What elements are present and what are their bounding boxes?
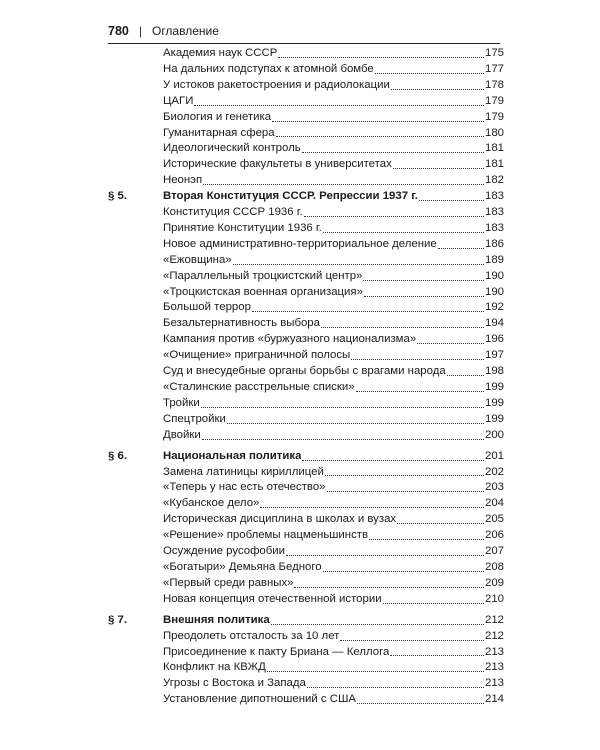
leader-dots	[390, 655, 484, 656]
entry-title: Осуждение русофобии	[163, 545, 286, 558]
entry-page: 199	[484, 412, 504, 425]
entry-page: 213	[484, 677, 504, 690]
section-title: Вторая Конституция СССР. Репрессии 1937 г.	[163, 190, 418, 203]
leader-dots	[227, 423, 484, 424]
leader-dots	[325, 475, 484, 476]
toc-entry[interactable]	[108, 157, 504, 173]
toc-section-6[interactable]	[108, 449, 504, 465]
toc-entry[interactable]	[108, 237, 504, 253]
page-number: 780	[108, 24, 129, 38]
entry-title: Биология и генетика	[163, 110, 272, 123]
toc-entry[interactable]	[108, 496, 504, 512]
entry-page: 214	[484, 693, 504, 706]
leader-dots	[194, 105, 484, 106]
leader-dots	[356, 391, 484, 392]
entry-title: «Богатыри» Демьяна Бедного	[163, 560, 322, 573]
entry-title: Неонэп	[163, 174, 203, 187]
entry-title: «Первый среди равных»	[163, 576, 294, 589]
entry-page: 204	[484, 497, 504, 510]
toc-entry[interactable]	[108, 412, 504, 428]
entry-page: 180	[484, 126, 504, 139]
toc-entry[interactable]	[108, 645, 504, 661]
entry-page: 186	[484, 237, 504, 250]
entry-page: 189	[484, 253, 504, 266]
entry-page: 199	[484, 396, 504, 409]
toc-entry[interactable]	[108, 512, 504, 528]
leader-dots	[271, 624, 484, 625]
toc-group-section-6	[108, 465, 504, 608]
leader-dots	[393, 168, 484, 169]
toc-entry[interactable]	[108, 660, 504, 676]
toc-entry[interactable]	[108, 576, 504, 592]
entry-page: 210	[484, 592, 504, 605]
entry-page: 213	[484, 661, 504, 674]
entry-title: Тройки	[163, 396, 200, 409]
leader-dots	[417, 343, 484, 344]
leader-dots	[294, 587, 484, 588]
header-separator: |	[138, 24, 142, 38]
leader-dots	[391, 89, 484, 90]
entry-title: Исторические факультеты в университетах	[163, 158, 392, 171]
leader-dots	[267, 671, 484, 672]
entry-title: Угрозы с Востока и Запада	[163, 677, 306, 690]
leader-dots	[272, 121, 484, 122]
toc-entry[interactable]	[108, 46, 504, 62]
leader-dots	[419, 200, 484, 201]
entry-title: «Очищение» приграничной полосы	[163, 349, 351, 362]
leader-dots	[375, 73, 484, 74]
entry-title: Установление дипотношений с США	[163, 693, 357, 706]
entry-page: 198	[484, 365, 504, 378]
entry-title: Конституция СССР 1936 г.	[163, 206, 303, 219]
toc-group-section-5	[108, 205, 504, 444]
entry-title: Академия наук СССР	[163, 46, 278, 59]
entry-page: 179	[484, 94, 504, 107]
toc-entry[interactable]	[108, 253, 504, 269]
leader-dots	[201, 407, 484, 408]
entry-page: 190	[484, 269, 504, 282]
leader-dots	[323, 571, 484, 572]
entry-page: 183	[484, 206, 504, 219]
leader-dots	[357, 703, 484, 704]
toc-entry[interactable]	[108, 528, 504, 544]
entry-page: 181	[484, 142, 504, 155]
entry-page: 197	[484, 349, 504, 362]
entry-title: Принятие Конституции 1936 г.	[163, 221, 322, 234]
toc-entry[interactable]	[108, 480, 504, 496]
leader-dots	[252, 311, 484, 312]
toc-entry[interactable]	[108, 592, 504, 608]
entry-page: 209	[484, 576, 504, 589]
entry-page: 178	[484, 78, 504, 91]
toc-entry[interactable]	[108, 285, 504, 301]
entry-page: 183	[484, 221, 504, 234]
table-of-contents	[108, 46, 504, 708]
entry-title: ЦАГИ	[163, 94, 194, 107]
toc-entry[interactable]	[108, 205, 504, 221]
entry-title: Замена латиницы кириллицей	[163, 465, 324, 478]
toc-entry[interactable]	[108, 560, 504, 576]
entry-title: «Параллельный троцкистский центр»	[163, 269, 363, 282]
entry-title: Конфликт на КВЖД	[163, 661, 266, 674]
toc-entry[interactable]	[108, 629, 504, 645]
toc-entry[interactable]	[108, 62, 504, 78]
leader-dots	[307, 687, 484, 688]
leader-dots	[202, 439, 484, 440]
leader-dots	[278, 57, 484, 58]
toc-entry[interactable]	[108, 94, 504, 110]
entry-title: «Теперь у нас есть отечество»	[163, 481, 326, 494]
entry-title: Присоединение к пакту Бриана — Келлога	[163, 645, 390, 658]
header-title: Оглавление	[151, 24, 219, 38]
entry-page: 205	[484, 513, 504, 526]
entry-title: «Сталинские расстрельные списки»	[163, 381, 355, 394]
entry-title: Двойки	[163, 428, 201, 441]
entry-title: Новая концепция отечественной истории	[163, 592, 382, 605]
section-page: 212	[484, 613, 504, 626]
toc-entry[interactable]	[108, 173, 504, 189]
entry-page: 208	[484, 560, 504, 573]
entry-page: 179	[484, 110, 504, 123]
leader-dots	[438, 248, 484, 249]
leader-dots	[327, 491, 484, 492]
leader-dots	[364, 296, 484, 297]
leader-dots	[302, 460, 484, 461]
entry-title: «Кубанское дело»	[163, 497, 260, 510]
running-header	[108, 19, 498, 43]
entry-title: На дальних подступах к атомной бомбе	[163, 62, 374, 75]
header-rule	[108, 43, 500, 44]
entry-title: Большой террор	[163, 301, 251, 314]
section-page: 183	[484, 190, 504, 203]
entry-title: У истоков ракетостроения и радиолокации	[163, 78, 390, 91]
entry-title: Кампания против «буржуазного национализма»	[163, 333, 417, 346]
entry-page: 206	[484, 529, 504, 542]
section-title: Национальная политика	[163, 449, 302, 462]
leader-dots	[383, 603, 484, 604]
toc-entry[interactable]	[108, 364, 504, 380]
entry-page: 213	[484, 645, 504, 658]
leader-dots	[260, 507, 484, 508]
leader-dots	[397, 523, 484, 524]
leader-dots	[447, 375, 484, 376]
toc-entry[interactable]	[108, 316, 504, 332]
toc-entry[interactable]	[108, 396, 504, 412]
leader-dots	[276, 136, 484, 137]
toc-entry[interactable]	[108, 380, 504, 396]
section-page: 201	[484, 449, 504, 462]
section-number: § 6.	[108, 449, 127, 462]
section-number: § 7.	[108, 613, 127, 626]
toc-entry[interactable]	[108, 269, 504, 285]
leader-dots	[321, 327, 484, 328]
toc-entry[interactable]	[108, 428, 504, 444]
leader-dots	[323, 232, 484, 233]
entry-title: Безальтернативность выбора	[163, 317, 320, 330]
toc-entry[interactable]	[108, 348, 504, 364]
entry-title: Суд и внесудебные органы борьбы с врагами народа	[163, 365, 446, 378]
toc-section-7[interactable]	[108, 613, 504, 629]
entry-page: 212	[484, 629, 504, 642]
entry-title: Историческая дисциплина в школах и вузах	[163, 513, 397, 526]
toc-entry[interactable]	[108, 110, 504, 126]
toc-entry[interactable]	[108, 301, 504, 317]
entry-page: 182	[484, 174, 504, 187]
section-title: Внешняя политика	[163, 613, 270, 626]
leader-dots	[286, 555, 484, 556]
entry-title: Спецтройки	[163, 412, 226, 425]
section-number: § 5.	[108, 190, 127, 203]
toc-section-5[interactable]	[108, 189, 504, 205]
toc-entry[interactable]	[108, 692, 504, 708]
entry-page: 207	[484, 545, 504, 558]
entry-title: Идеологический контроль	[163, 142, 301, 155]
leader-dots	[233, 264, 484, 265]
entry-page: 203	[484, 481, 504, 494]
leader-dots	[304, 216, 484, 217]
toc-entry[interactable]	[108, 221, 504, 237]
toc-entry[interactable]	[108, 332, 504, 348]
entry-page: 190	[484, 285, 504, 298]
toc-entry[interactable]	[108, 676, 504, 692]
toc-entry[interactable]	[108, 465, 504, 481]
entry-title: Гуманитарная сфера	[163, 126, 275, 139]
entry-page: 177	[484, 62, 504, 75]
entry-title: «Решение» проблемы нацменьшинств	[163, 529, 369, 542]
leader-dots	[203, 184, 484, 185]
toc-group-intro	[108, 46, 504, 189]
entry-page: 194	[484, 317, 504, 330]
entry-page: 200	[484, 428, 504, 441]
leader-dots	[369, 539, 484, 540]
entry-title: Преодолеть отсталость за 10 лет	[163, 629, 340, 642]
toc-entry[interactable]	[108, 78, 504, 94]
entry-page: 181	[484, 158, 504, 171]
entry-page: 199	[484, 381, 504, 394]
toc-group-section-7	[108, 629, 504, 709]
leader-dots	[351, 359, 484, 360]
leader-dots	[302, 152, 484, 153]
entry-page: 175	[484, 46, 504, 59]
leader-dots	[363, 280, 484, 281]
entry-title: «Троцкистская военная организация»	[163, 285, 363, 298]
toc-entry[interactable]	[108, 126, 504, 142]
entry-page: 192	[484, 301, 504, 314]
toc-entry[interactable]	[108, 141, 504, 157]
entry-title: «Ежовщина»	[163, 253, 232, 266]
leader-dots	[340, 640, 484, 641]
entry-page: 202	[484, 465, 504, 478]
entry-page: 196	[484, 333, 504, 346]
entry-title: Новое административно-территориальное деление	[163, 237, 437, 250]
toc-entry[interactable]	[108, 544, 504, 560]
